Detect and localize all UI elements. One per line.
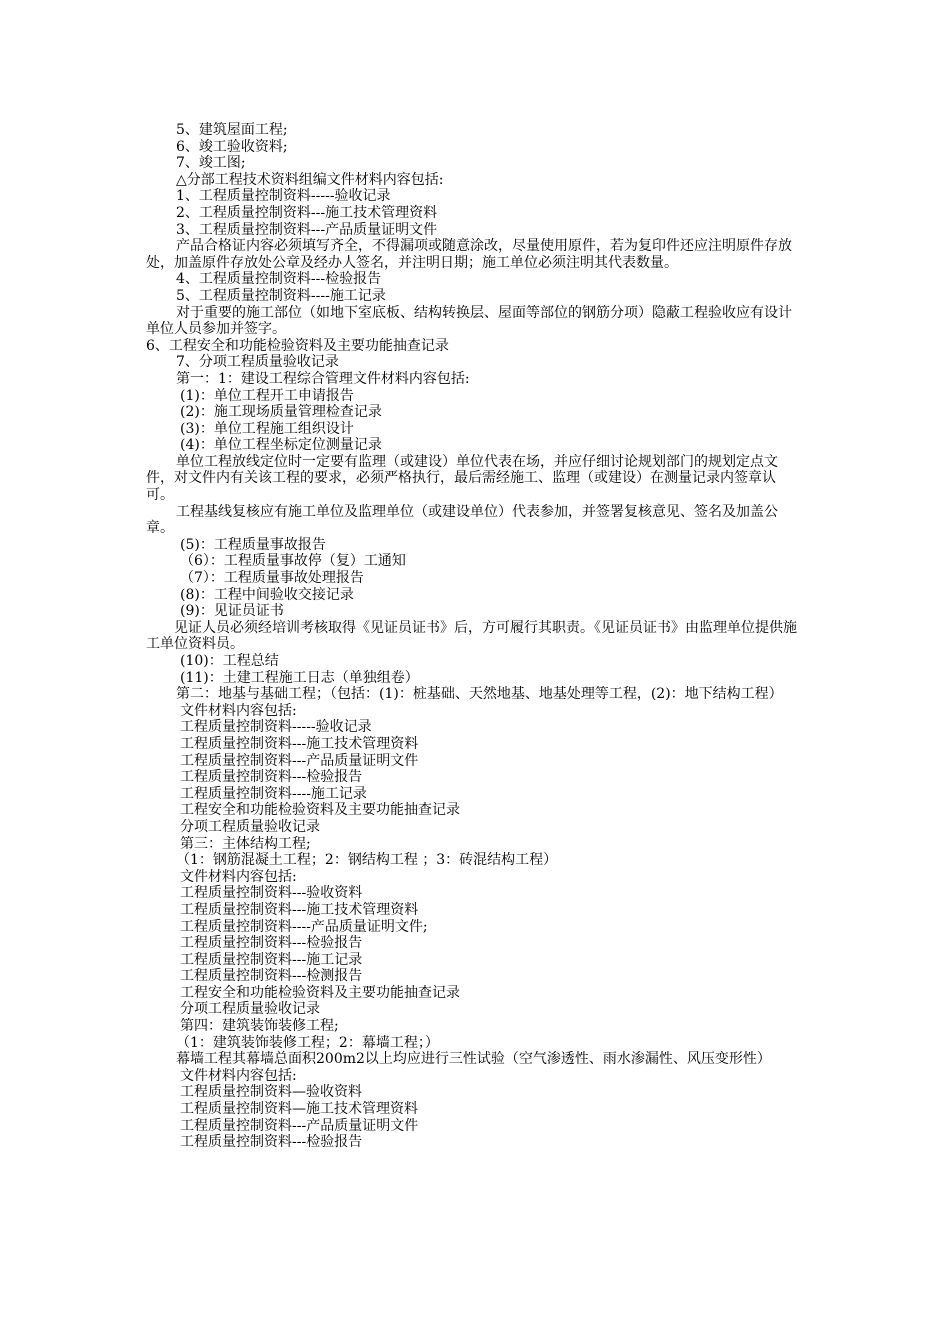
text-line: 分项工程质量验收记录 — [180, 818, 320, 835]
text-line: 第一：1：建设工程综合管理文件材料内容包括: — [176, 370, 470, 387]
text-line: 工程质量控制资料---检验报告 — [180, 935, 363, 952]
text-line: 文件材料内容包括: — [180, 702, 297, 719]
text-line: (1)：单位工程开工申请报告 — [180, 387, 354, 404]
text-line: 工程质量控制资料---检验报告 — [180, 769, 363, 786]
text-line: 第三：主体结构工程; — [180, 835, 311, 852]
text-line: (11)：土建工程施工日志（单独组卷） — [180, 669, 419, 686]
text-line: 3、工程质量控制资料---产品质量证明文件 — [176, 221, 438, 238]
text-line: 工程质量控制资料----产品质量证明文件; — [180, 918, 428, 935]
text-line: （6）：工程质量事故停（复）工通知 — [180, 553, 406, 570]
text-line: 工程安全和功能检验资料及主要功能抽查记录 — [180, 802, 460, 819]
text-line: 工程质量控制资料---施工技术管理资料 — [180, 901, 419, 918]
text-line: 文件材料内容包括: — [180, 868, 297, 885]
text-line: 工程质量控制资料—施工技术管理资料 — [180, 1101, 418, 1118]
text-line: 工程质量控制资料-----验收记录 — [180, 719, 372, 736]
text-line: （7）：工程质量事故处理报告 — [180, 570, 364, 587]
text-line: （1：建筑装饰装修工程；2：幕墙工程；） — [176, 1034, 439, 1051]
text-line: (10)：工程总结 — [180, 653, 279, 669]
document-body — [146, 122, 800, 1151]
paragraph: 对于重要的施工部位（如地下室底板、结构转换层、屋面等部位的钢筋分项）隐蔽工程验收应有设计单位人员参加并签字。 — [146, 304, 792, 338]
text-line: 工程质量控制资料---检测报告 — [180, 968, 363, 985]
paragraph: 工程基线复核应有施工单位及监理单位（或建设单位）代表参加，并签署复核意见、签名及加盖公章。 — [146, 503, 778, 537]
text-line: 第四：建筑装饰装修工程; — [180, 1018, 339, 1035]
text-line: 工程质量控制资料---施工技术管理资料 — [180, 735, 419, 752]
text-line: 文件材料内容包括: — [180, 1067, 297, 1084]
text-line: 工程质量控制资料---产品质量证明文件 — [180, 1117, 419, 1134]
text-line: 5、建筑屋面工程; — [176, 122, 288, 138]
text-line: 1、工程质量控制资料-----验收记录 — [176, 188, 391, 205]
text-line: (8)：工程中间验收交接记录 — [180, 586, 354, 603]
text-line: △分部工程技术资料组编文件材料内容包括: — [176, 171, 444, 188]
text-line: (5)：工程质量事故报告 — [180, 536, 326, 553]
text-line: 工程质量控制资料---产品质量证明文件 — [180, 752, 419, 769]
text-line: 工程质量控制资料----施工记录 — [180, 785, 367, 802]
paragraph: 产品合格证内容必须填写齐全，不得漏项或随意涂改，尽量使用原件，若为复印件还应注明原件存放处，加盖原件存放处公章及经办人签名，并注明日期；施工单位必须注明其代表数量。 — [146, 238, 792, 271]
text-line: 2、工程质量控制资料---施工技术管理资料 — [176, 204, 438, 221]
text-line: 7、分项工程质量验收记录 — [176, 354, 339, 371]
text-line: 工程质量控制资料—验收资料 — [180, 1084, 362, 1101]
text-line: (3)：单位工程施工组织设计 — [180, 420, 354, 437]
text-line: (4)：单位工程坐标定位测量记录 — [180, 437, 382, 454]
text-line: 工程质量控制资料---检验报告 — [180, 1134, 363, 1151]
text-line: （1：钢筋混凝土工程；2：钢结构工程 ；3：砖混结构工程） — [176, 852, 558, 869]
text-line: 工程质量控制资料---施工记录 — [180, 951, 363, 968]
text-line: 6、工程安全和功能检验资料及主要功能抽查记录 — [146, 337, 449, 354]
text-line: (2)：施工现场质量管理检查记录 — [180, 404, 382, 421]
text-line: 7、竣工图; — [176, 155, 246, 172]
text-line: (9)：见证员证书 — [180, 603, 284, 620]
text-line: 6、竣工验收资料; — [176, 138, 288, 155]
paragraph: 幕墙工程其幕墙总面积200m2以上均应进行三性试验（空气渗透性、雨水渗漏性、风压变形性） — [176, 1051, 771, 1068]
text-line: 工程质量控制资料---验收资料 — [180, 885, 363, 902]
text-line: 5、工程质量控制资料----施工记录 — [176, 287, 386, 304]
paragraph: 第二：地基与基础工程；（包括：(1)：桩基础、天然地基、地基处理等工程，(2)：地下结构工程） — [176, 686, 783, 703]
text-line: 4、工程质量控制资料---检验报告 — [176, 271, 382, 288]
paragraph: 见证人员必须经培训考核取得《见证员证书》后，方可履行其职责。《见证员证书》由监理单位提供施工单位资料员。 — [146, 619, 797, 653]
paragraph: 单位工程放线定位时一定要有监理（或建设）单位代表在场，并应仔细讨论规划部门的规划定点文件，对文件内有关该工程的要求，必须严格执行，最后需经施工、监理（或建设）在测量记录内签章认可。 — [146, 453, 778, 504]
text-line: 工程安全和功能检验资料及主要功能抽查记录 — [180, 984, 460, 1001]
text-line: 分项工程质量验收记录 — [180, 1001, 320, 1018]
